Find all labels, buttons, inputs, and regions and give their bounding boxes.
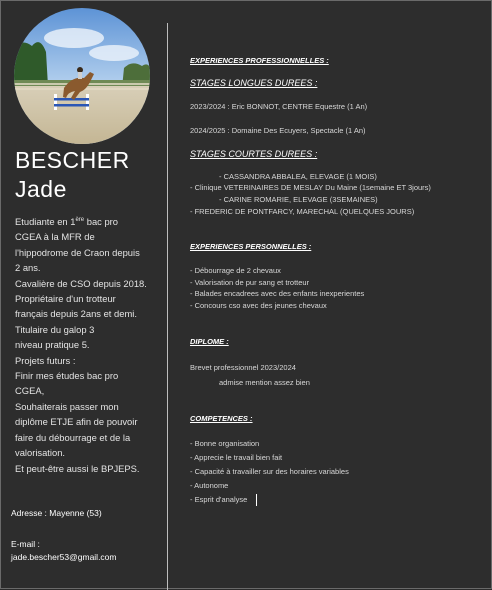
short-stage-item: - Clinique VETERINAIRES DE MESLAY Du Maine (1semaine ET 3jours) (190, 183, 431, 192)
competence-item: - Apprecie le travail bien fait (190, 453, 283, 462)
competences-title: COMPETENCES : (190, 414, 253, 423)
bio-line: 2 ans. (15, 262, 41, 274)
bio-line: Finir mes études bac pro (15, 370, 119, 382)
bio-line: niveau pratique 5. (15, 339, 90, 351)
superscript: ère (75, 217, 85, 223)
long-stages-title: STAGES LONGUES DUREES : (190, 78, 318, 88)
competence-item: - Bonne organisation (190, 439, 260, 448)
short-stages-title: STAGES COURTES DUREES : (190, 149, 318, 159)
bio-line: valorisation. (15, 447, 66, 459)
diplome-line: Brevet professionnel 2023/2024 (190, 363, 296, 372)
bio-line: Et peut-être aussi le BPJEPS. (15, 462, 140, 474)
bio-line: l'hippodrome de Craon depuis (15, 246, 140, 258)
competence-item: - Esprit d'analyse (190, 495, 248, 504)
bio (15, 214, 161, 476)
email-label: E-mail : (11, 539, 40, 549)
bio-line: CGEA à la MFR de (15, 231, 95, 243)
exp-perso-title: EXPERIENCES PERSONNELLES : (190, 242, 312, 251)
exp-perso-item: - Balades encadrees avec des enfants inexperientes (190, 289, 365, 298)
short-stage-item: - CARINE ROMARIE, ELEVAGE (3SEMAINES) (219, 195, 378, 204)
horse-jumping-photo-icon (14, 8, 150, 144)
short-stage-item: - CASSANDRA ABBALEA, ELEVAGE (1 MOIS) (219, 172, 377, 181)
exp-perso-item: - Débourrage de 2 chevaux (190, 266, 281, 275)
address: Adresse : Mayenne (53) (11, 508, 102, 518)
diplome-title: DIPLOME : (190, 337, 229, 346)
column-divider (167, 23, 168, 590)
diplome-mention: admise mention assez bien (219, 378, 310, 387)
long-stage-item: 2024/2025 : Domaine Des Ecuyers, Spectacle (1 An) (190, 126, 366, 135)
bio-line: Cavalière de CSO depuis 2018. (15, 277, 147, 289)
bio-line: diplôme ETJE afin de pouvoir (15, 416, 138, 428)
email[interactable]: jade.bescher53@gmail.com (11, 552, 117, 562)
profile-photo (14, 8, 150, 144)
bio-line: Projets futurs : (15, 354, 76, 366)
short-stage-item: - FREDERIC DE PONTFARCY, MARECHAL (QUELQUES JOURS) (190, 207, 415, 216)
bio-line: CGEA, (15, 385, 45, 397)
bio-line: Souhaiterais passer mon (15, 400, 119, 412)
bio-line: français depuis 2ans et demi. (15, 308, 137, 320)
exp-pro-title: EXPERIENCES PROFESSIONNELLES : (190, 56, 329, 65)
exp-perso-item: - Valorisation de pur sang et trotteur (190, 278, 310, 287)
competence-item: - Autonome (190, 481, 229, 490)
first-name: Jade (15, 176, 67, 202)
bio-line: Titulaire du galop 3 (15, 323, 95, 335)
long-stage-item: 2023/2024 : Eric BONNOT, CENTRE Equestre (1 An) (190, 102, 368, 111)
last-name: BESCHER (15, 147, 130, 173)
exp-perso-item: - Concours cso avec des jeunes chevaux (190, 301, 327, 310)
competence-item: - Capacité à travailler sur des horaires variables (190, 467, 349, 476)
bio-line: Propriétaire d'un trotteur (15, 293, 116, 305)
bio-line: Etudiante en 1ère bac pro (15, 216, 119, 227)
bio-line: faire du débourrage et de la (15, 431, 131, 443)
text-cursor (256, 494, 257, 506)
